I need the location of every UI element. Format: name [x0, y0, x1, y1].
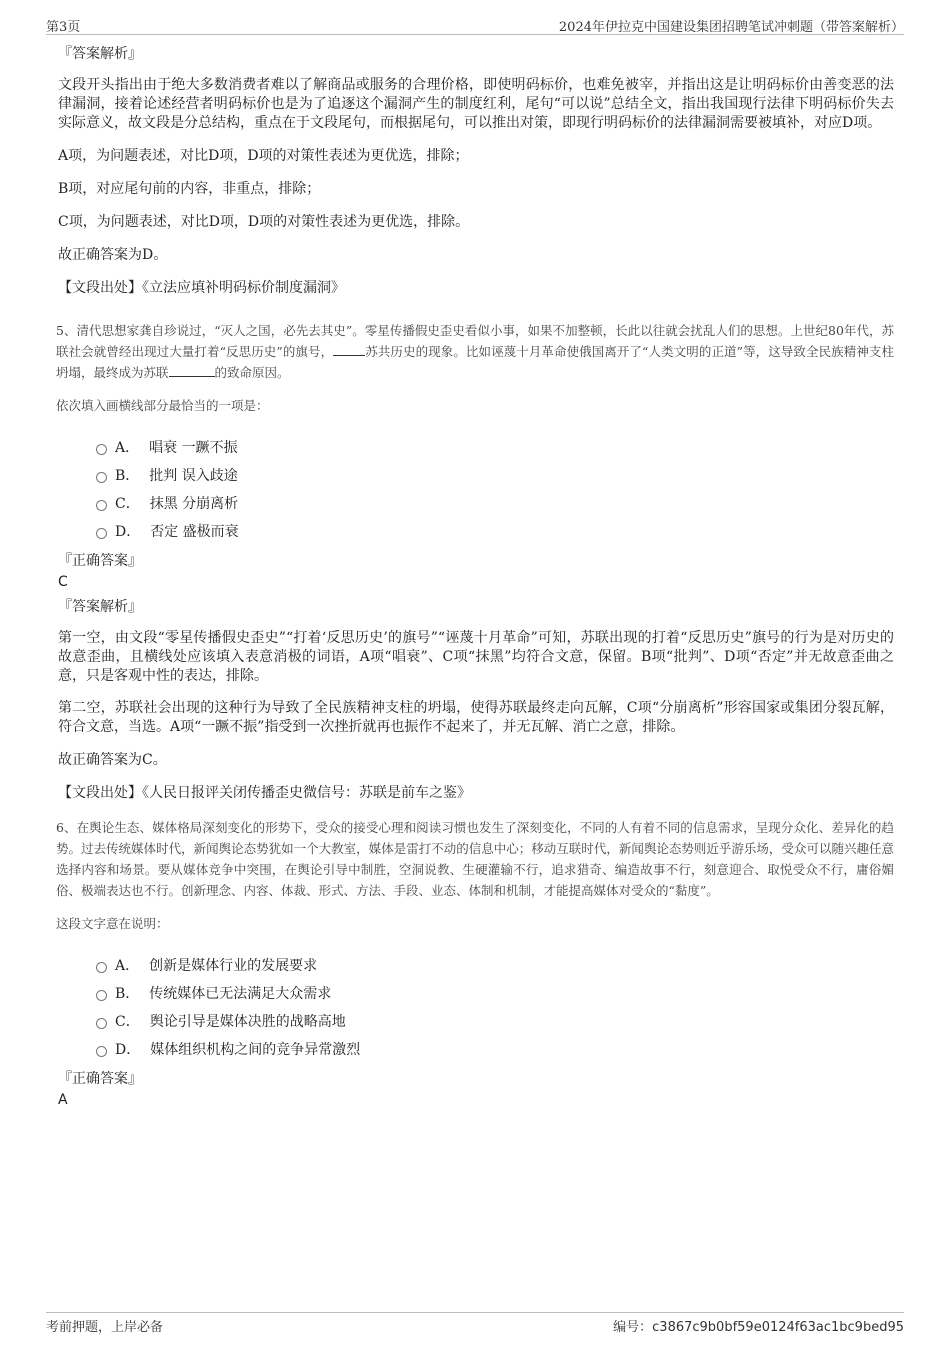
- q4-note-c: C项，为问题表述，对比D项，D项的对策性表述为更优选，排除。: [58, 214, 470, 230]
- q5-analysis-paragraph-1: 第一空，由文段“零星传播假史歪史”“打着‘反思历史’的旗号”“诬蔑十月革命”可知，苏联出现的打着“反思历史”旗号的行为是对历史的故意歪曲，且横线处应该填入表意消极的词语，A项“唱衰”、C项“抹黑”均符合文意，保留。B项“批判”、D项“否定”并无故意歪曲之意，只是客观中性的表达，排除。: [58, 630, 894, 684]
- footer-code-value: c3867c9b0bf59e0124f63ac1bc9bed95: [652, 1320, 904, 1335]
- option-letter: B．: [115, 986, 140, 1002]
- q5-text-part1: 5、清代思想家龚自珍说过，“灭人之国，必先去其史”。零星传播假史歪史看似小事，如果不加整顿，长此以往就会扰乱人们的思想。上世纪80年代，苏联社会就曾经出现过大量打着“反思历史”的旗号，: [56, 323, 894, 359]
- q4-conclusion: 故正确答案为D。: [58, 247, 168, 263]
- q5-correct-value: C: [58, 574, 68, 590]
- option-text: 创新是媒体行业的发展要求: [149, 958, 318, 974]
- q5-text-part2: 苏共历史的现象。比如诬蔑十月革命使俄国离开了“人类文明的正道”等，这导致全民族精神支柱坍塌，最终成为苏联: [56, 344, 894, 380]
- q6-correct-value: A: [58, 1092, 68, 1108]
- page-number: 第3页: [46, 20, 81, 35]
- q4-note-b: B项，对应尾句前的内容，非重点，排除；: [58, 181, 321, 197]
- q5-conclusion: 故正确答案为C。: [58, 752, 167, 768]
- option-text: 传统媒体已无法满足大众需求: [149, 986, 332, 1002]
- q6-prompt: 这段文字意在说明：: [56, 916, 169, 931]
- q6-correct-label: 『正确答案』: [58, 1071, 142, 1087]
- q5-options: [96, 433, 894, 545]
- q6-option-a[interactable]: [96, 951, 894, 979]
- q6-option-c[interactable]: [96, 1007, 894, 1035]
- page-footer: [46, 1312, 904, 1335]
- q5-option-c[interactable]: [96, 489, 894, 517]
- q5-option-b[interactable]: [96, 461, 894, 489]
- q5-option-d[interactable]: [96, 517, 894, 545]
- page-content: [56, 44, 894, 1115]
- q6-options: [96, 951, 894, 1063]
- footer-slogan: 考前押题，上岸必备: [46, 1320, 164, 1335]
- option-text: 抹黑 分崩离析: [149, 496, 239, 512]
- q5-blank-1: [333, 343, 365, 356]
- q5-prompt: 依次填入画横线部分最恰当的一项是：: [56, 398, 269, 413]
- q4-note-a: A项，为问题表述，对比D项，D项的对策性表述为更优选，排除；: [58, 148, 469, 164]
- option-letter: A．: [115, 958, 140, 974]
- q4-analysis-paragraph: 文段开头指出由于绝大多数消费者难以了解商品或服务的合理价格，即使明码标价，也难免被宰，并指出这是让明码标价由善变恶的法律漏洞，接着论述经营者明码标价也是为了追逐这个漏洞产生的制度红利，尾句“可以说”总结全文，指出我国现行法律下明码标价失去实际意义，故文段是分总结构，重点在于文段尾句，而根据尾句，可以推出对策，即现行明码标价的法律漏洞需要被填补，对应D项。: [58, 77, 894, 131]
- option-text: 舆论引导是媒体决胜的战略高地: [149, 1014, 346, 1030]
- radio-icon[interactable]: [96, 1018, 107, 1029]
- q4-source: 【文段出处】《立法应填补明码标价制度漏洞》: [58, 280, 345, 296]
- option-letter: B．: [115, 468, 140, 484]
- q6-option-d[interactable]: [96, 1035, 894, 1063]
- option-text: 媒体组织机构之间的竞争异常激烈: [150, 1042, 361, 1058]
- q5-question-text: [56, 320, 894, 383]
- q5-analysis-label: 『答案解析』: [58, 599, 142, 615]
- q5-text-part3: 的致命原因。: [214, 365, 290, 380]
- option-letter: C．: [115, 496, 140, 512]
- option-letter: A．: [115, 440, 140, 456]
- option-letter: D．: [115, 524, 141, 540]
- q4-analysis-label: 『答案解析』: [58, 46, 142, 62]
- q5-blank-2: [169, 364, 215, 377]
- radio-icon[interactable]: [96, 528, 107, 539]
- q5-source: 【文段出处】《人民日报评关闭传播歪史微信号：苏联是前车之鉴》: [58, 785, 471, 801]
- footer-code: [613, 1316, 904, 1335]
- option-letter: D．: [115, 1042, 141, 1058]
- radio-icon[interactable]: [96, 444, 107, 455]
- q5-analysis-paragraph-2: 第二空，苏联社会出现的这种行为导致了全民族精神支柱的坍塌，使得苏联最终走向瓦解，C项“分崩离析”形容国家或集团分裂瓦解，符合文意，当选。A项“一蹶不振”指受到一次挫折就再也振作不起来了，并无瓦解、消亡之意，排除。: [58, 700, 894, 735]
- page-header: [46, 12, 904, 35]
- option-text: 唱衰 一蹶不振: [149, 440, 238, 456]
- q5-option-a[interactable]: [96, 433, 894, 461]
- radio-icon[interactable]: [96, 990, 107, 1001]
- radio-icon[interactable]: [96, 500, 107, 511]
- footer-code-label: 编号：: [613, 1320, 653, 1335]
- radio-icon[interactable]: [96, 1046, 107, 1057]
- option-text: 否定 盛极而衰: [150, 524, 239, 540]
- q6-option-b[interactable]: [96, 979, 894, 1007]
- q5-correct-label: 『正确答案』: [58, 553, 142, 569]
- option-letter: C．: [115, 1014, 140, 1030]
- option-text: 批判 误入歧途: [149, 468, 238, 484]
- document-title: 2024年伊拉克中国建设集团招聘笔试冲刺题（带答案解析）: [558, 20, 904, 35]
- radio-icon[interactable]: [96, 472, 107, 483]
- q6-question-text: 6、在舆论生态、媒体格局深刻变化的形势下，受众的接受心理和阅读习惯也发生了深刻变化，不同的人有着不同的信息需求，呈现分众化、差异化的趋势。过去传统媒体时代，新闻舆论态势犹如一个大教室，媒体是雷打不动的信息中心；移动互联时代，新闻舆论态势则近乎游乐场，受众可以随兴趣任意选择内容和场景。要从媒体竞争中突围，在舆论引导中制胜，空洞说教、生硬灌输不行，追求猎奇、编造故事不行，刻意迎合、取悦受众不行，庸俗媚俗、极端表达也不行。创新理念、内容、体裁、形式、方法、手段、业态、体制和机制，才能提高媒体对受众的“黏度”。: [56, 820, 894, 898]
- radio-icon[interactable]: [96, 962, 107, 973]
